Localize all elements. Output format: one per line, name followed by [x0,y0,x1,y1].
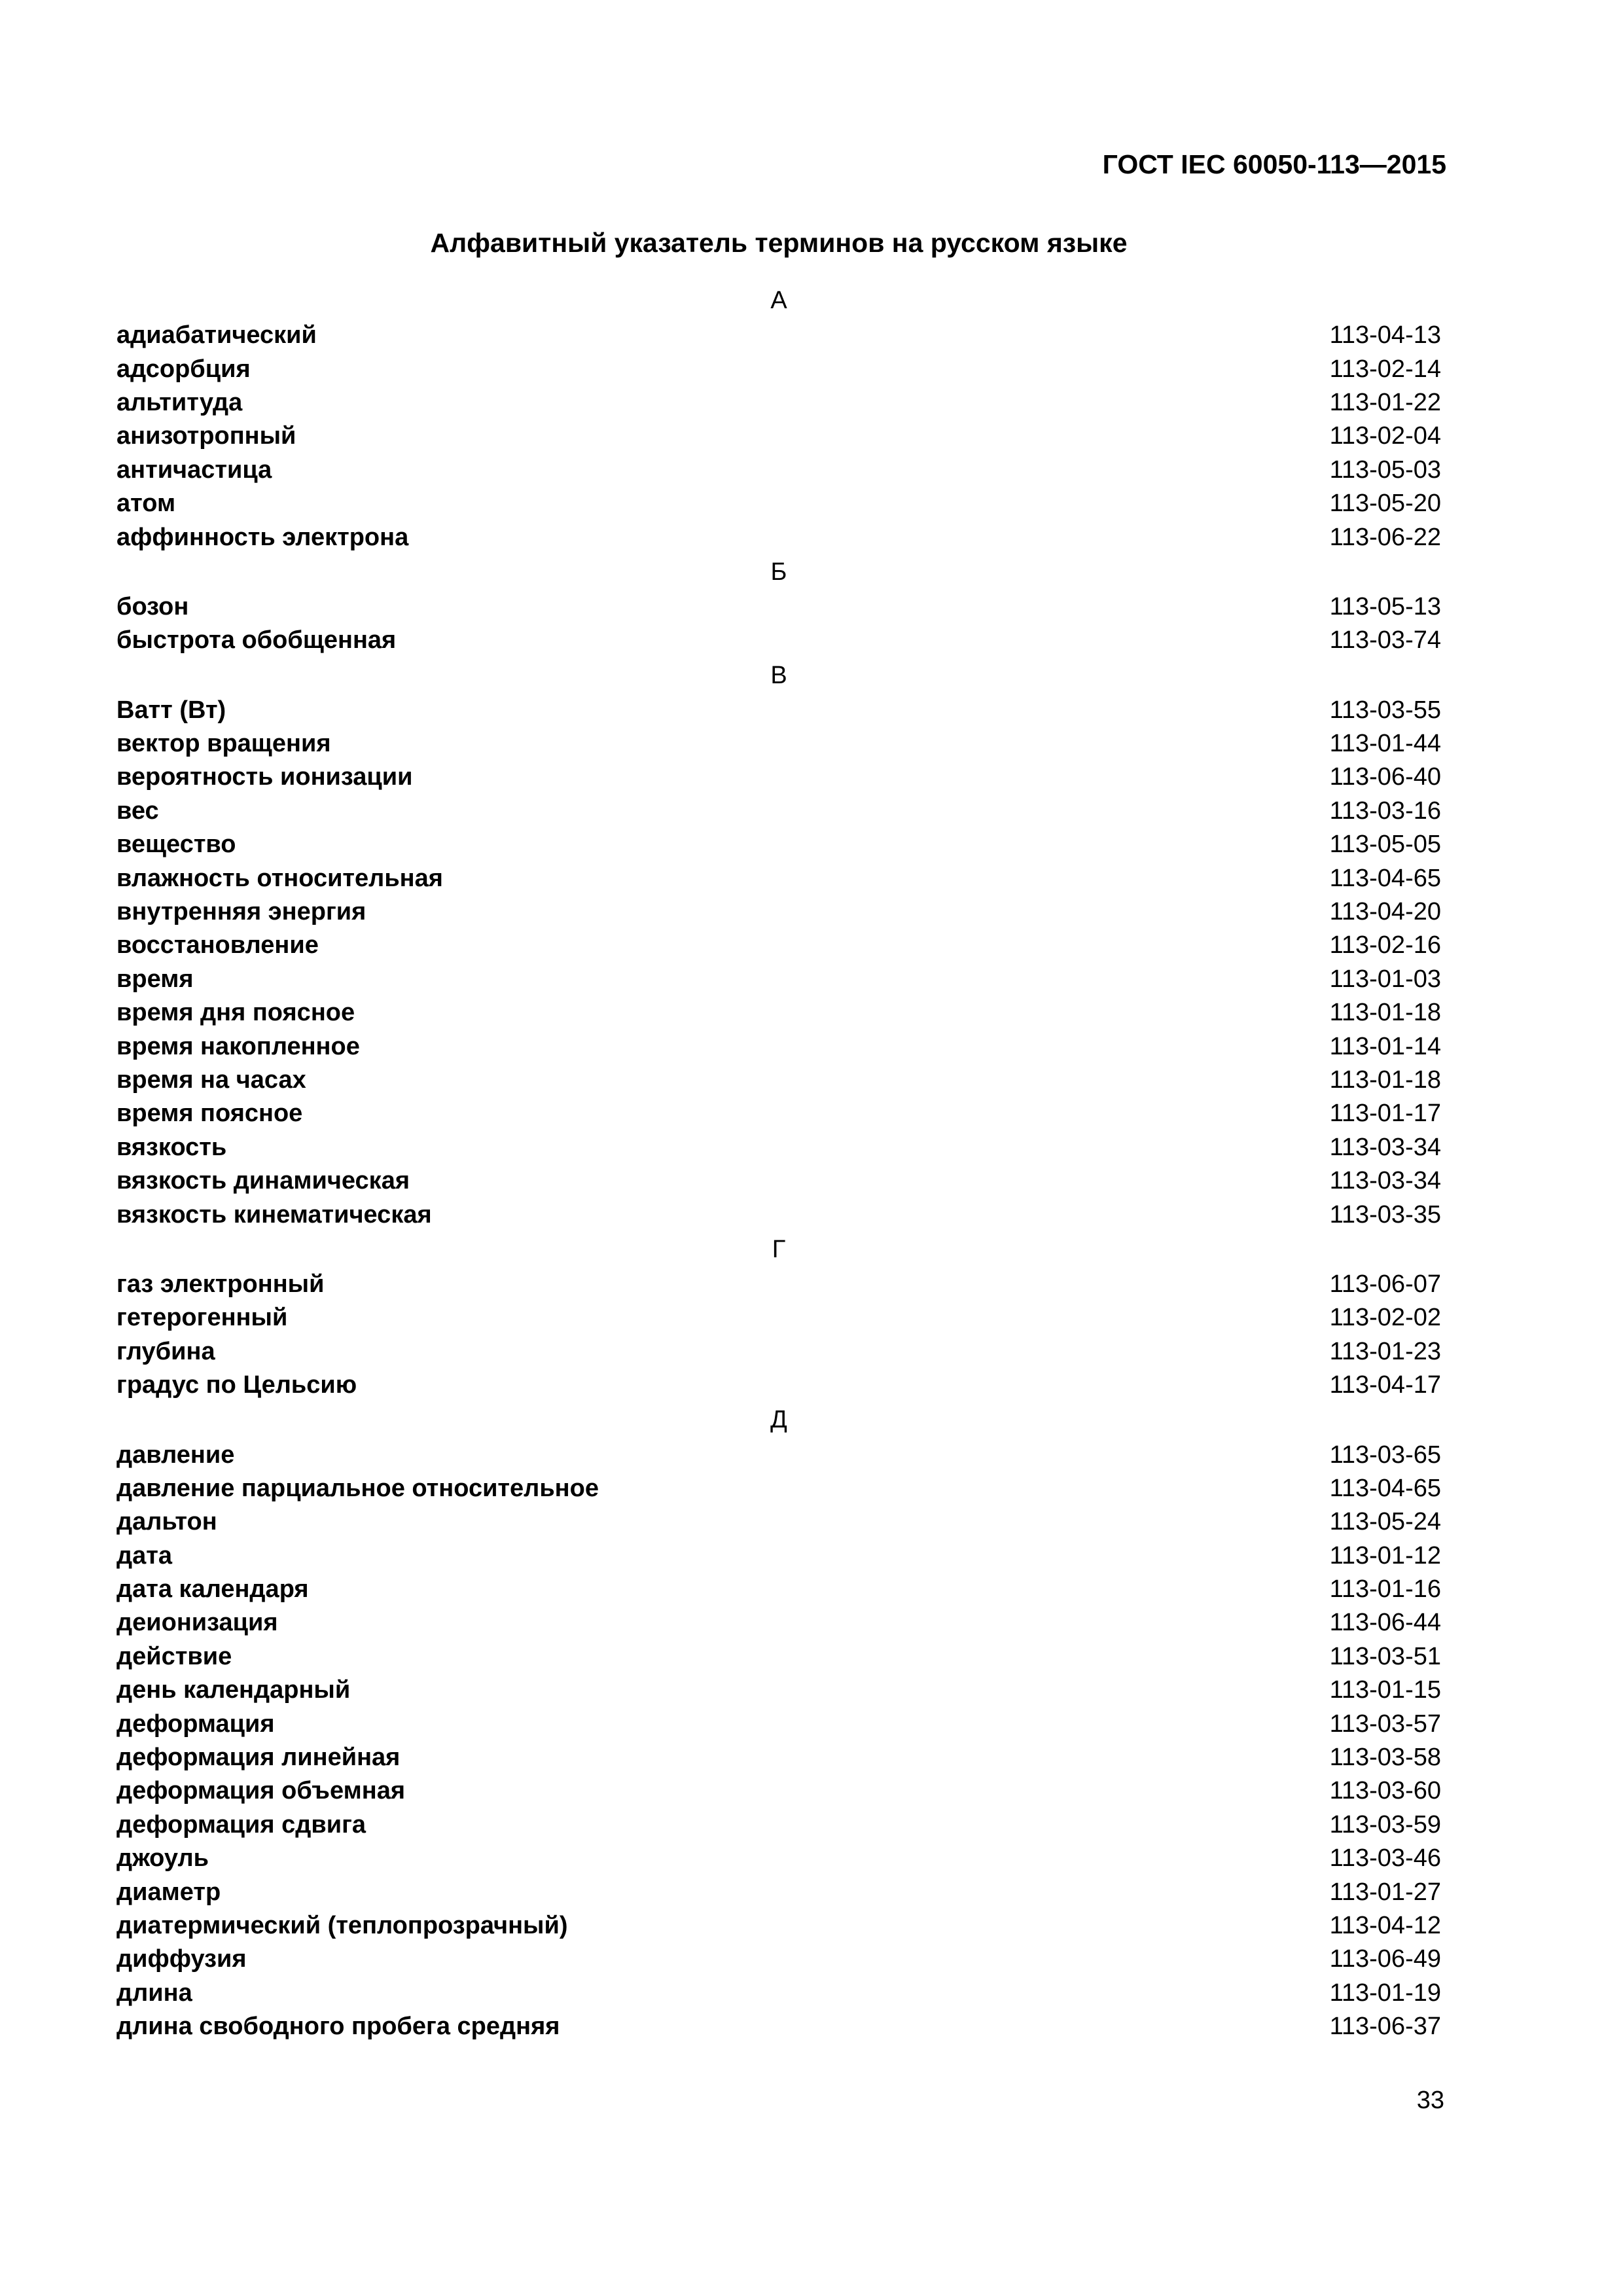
term-label: газ электронный [116,1270,325,1298]
page-title: Алфавитный указатель терминов на русском языке [430,228,1128,258]
term-label: вектор вращения [116,730,331,758]
index-entry [116,1875,1441,1909]
index-entry [116,352,1441,386]
index-entry [116,1606,1441,1640]
term-label: деформация объемная [116,1777,406,1805]
term-code: 113-03-34 [1329,1167,1441,1195]
term-label: глубина [116,1337,215,1365]
term-label: вещество [116,831,236,859]
section-letter: Г [772,1235,786,1263]
index-entry [116,1909,1441,1943]
term-code: 113-05-13 [1329,592,1441,620]
index-entry [116,590,1441,624]
term-label: альтитуда [116,388,243,416]
term-label: влажность относительная [116,864,443,892]
term-index [116,283,1441,2043]
term-code: 113-01-18 [1329,1066,1441,1094]
term-label: вязкость динамическая [116,1167,410,1195]
term-code: 113-03-59 [1329,1810,1441,1839]
term-code: 113-05-20 [1329,490,1441,518]
term-label: античастица [116,456,272,484]
index-entry [116,1164,1441,1198]
index-entry [116,1842,1441,1875]
section-letter: Д [770,1406,787,1434]
index-entry [116,795,1441,828]
index-entry [116,520,1441,554]
index-entry [116,1977,1441,2010]
term-label: время дня поясное [116,999,355,1027]
term-code: 113-03-35 [1329,1200,1441,1229]
index-entry [116,2010,1441,2043]
term-label: день календарный [116,1676,351,1704]
term-label: джоуль [116,1844,209,1873]
section-letter: А [770,287,787,314]
index-entry [116,1268,1441,1301]
term-label: давление парциальное относительное [116,1474,599,1502]
term-label: градус по Цельсию [116,1371,357,1399]
term-label: диаметр [116,1878,221,1906]
index-entry [116,1472,1441,1505]
term-label: вязкость кинематическая [116,1200,432,1229]
section-letter: В [770,661,787,689]
index-entry [116,996,1441,1030]
term-label: вес [116,797,159,825]
term-code: 113-01-12 [1329,1541,1441,1570]
index-entry [116,929,1441,962]
term-code: 113-03-57 [1329,1710,1441,1738]
term-code: 113-03-46 [1329,1844,1441,1873]
term-code: 113-01-44 [1329,730,1441,758]
term-code: 113-02-02 [1329,1304,1441,1332]
term-code: 113-01-17 [1329,1100,1441,1128]
index-entry [116,454,1441,487]
index-entry [116,1707,1441,1740]
term-label: время [116,965,194,993]
term-label: вязкость [116,1133,227,1161]
index-entry [116,1335,1441,1369]
term-label: гетерогенный [116,1304,288,1332]
term-code: 113-03-60 [1329,1777,1441,1805]
term-code: 113-03-58 [1329,1744,1441,1772]
term-code: 113-01-03 [1329,965,1441,993]
term-code: 113-06-22 [1329,523,1441,551]
index-entry [116,727,1441,761]
index-entry [116,1505,1441,1539]
term-label: бозон [116,592,189,620]
index-entry [116,624,1441,657]
index-entry [116,1539,1441,1573]
term-label: деформация [116,1710,275,1738]
term-code: 113-03-74 [1329,626,1441,655]
index-entry [116,420,1441,453]
term-code: 113-03-65 [1329,1441,1441,1469]
section-letter: Б [770,558,787,586]
term-label: деформация сдвига [116,1810,366,1839]
term-code: 113-04-12 [1329,1911,1441,1939]
term-label: действие [116,1642,232,1670]
term-code: 113-01-18 [1329,999,1441,1027]
term-label: адиабатический [116,321,317,350]
term-code: 113-04-17 [1329,1371,1441,1399]
index-entry [116,761,1441,794]
term-label: атом [116,490,176,518]
term-code: 113-02-04 [1329,422,1441,450]
term-label: длина [116,1979,192,2007]
term-code: 113-05-24 [1329,1508,1441,1536]
term-code: 113-05-05 [1329,831,1441,859]
term-label: вероятность ионизации [116,763,413,791]
term-label: анизотропный [116,422,296,450]
term-label: быстрота обобщенная [116,626,397,655]
term-code: 113-04-20 [1329,898,1441,926]
index-entry [116,1573,1441,1606]
term-code: 113-06-49 [1329,1945,1441,1973]
term-label: аффинность электрона [116,523,409,551]
term-label: адсорбция [116,355,251,383]
index-entry [116,1943,1441,1976]
term-code: 113-01-15 [1329,1676,1441,1704]
term-code: 113-01-19 [1329,1979,1441,2007]
term-code: 113-02-16 [1329,931,1441,960]
term-code: 113-03-34 [1329,1133,1441,1161]
index-entry [116,861,1441,895]
index-entry [116,895,1441,929]
term-code: 113-01-27 [1329,1878,1441,1906]
term-code: 113-01-22 [1329,388,1441,416]
term-code: 113-03-16 [1329,797,1441,825]
index-entry [116,828,1441,861]
index-entry [116,1131,1441,1164]
term-code: 113-06-40 [1329,763,1441,791]
term-label: деионизация [116,1609,278,1637]
term-label: давление [116,1441,235,1469]
term-label: диатермический (теплопрозрачный) [116,1911,568,1939]
index-entry [116,1198,1441,1231]
term-code: 113-04-65 [1329,1474,1441,1502]
index-entry [116,1369,1441,1402]
term-code: 113-06-07 [1329,1270,1441,1298]
term-label: время накопленное [116,1032,360,1060]
index-entry [116,1808,1441,1842]
term-label: внутренняя энергия [116,898,366,926]
index-entry [116,963,1441,996]
term-code: 113-06-44 [1329,1609,1441,1637]
page-number: 33 [1416,2087,1444,2114]
term-code: 113-03-55 [1329,696,1441,724]
index-entry [116,1301,1441,1335]
term-label: Ватт (Вт) [116,696,226,724]
term-code: 113-03-51 [1329,1642,1441,1670]
term-code: 113-06-37 [1329,2013,1441,2041]
term-label: дата [116,1541,172,1570]
index-entry [116,1774,1441,1808]
index-entry [116,1438,1441,1471]
index-entry [116,1674,1441,1707]
document-code: ГОСТ IEC 60050-113—2015 [1102,149,1446,179]
term-code: 113-01-14 [1329,1032,1441,1060]
term-label: деформация линейная [116,1744,401,1772]
term-code: 113-01-23 [1329,1337,1441,1365]
term-label: восстановление [116,931,319,960]
term-label: дата календаря [116,1575,309,1604]
term-code: 113-05-03 [1329,456,1441,484]
index-entry [116,1064,1441,1097]
term-code: 113-04-65 [1329,864,1441,892]
term-label: длина свободного пробега средняя [116,2013,560,2041]
index-entry [116,1097,1441,1130]
index-entry [116,1741,1441,1774]
index-entry [116,1640,1441,1674]
term-code: 113-02-14 [1329,355,1441,383]
term-label: время на часах [116,1066,306,1094]
index-entry [116,694,1441,727]
index-entry [116,487,1441,520]
term-label: диффузия [116,1945,247,1973]
term-label: дальтон [116,1508,217,1536]
index-entry [116,319,1441,352]
term-code: 113-04-13 [1329,321,1441,350]
term-code: 113-01-16 [1329,1575,1441,1604]
index-entry [116,1030,1441,1063]
index-entry [116,386,1441,420]
term-label: время поясное [116,1100,303,1128]
